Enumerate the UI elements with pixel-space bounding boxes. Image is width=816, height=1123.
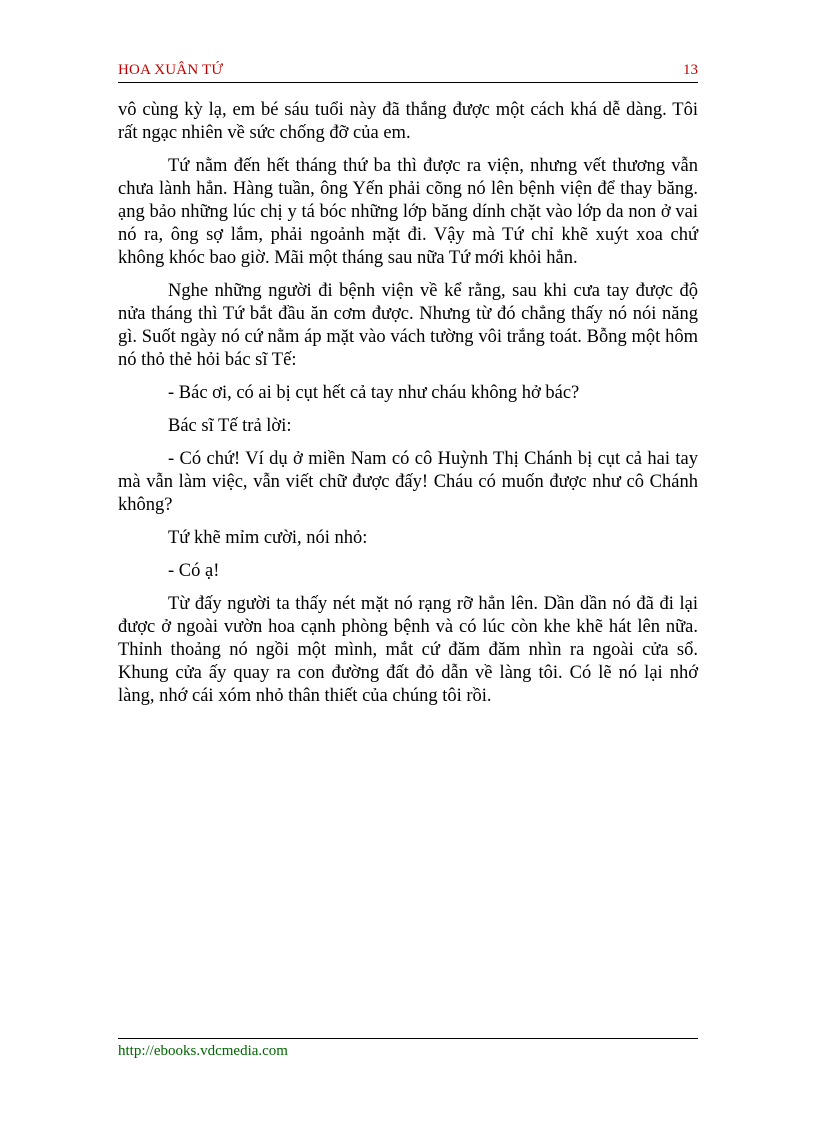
body-text (118, 99, 698, 718)
paragraph: Bác sĩ Tế trả lời: (168, 416, 292, 436)
page-header (118, 62, 698, 83)
dialogue-line: - Có chứ! Ví dụ ở miền Nam có cô Huỳnh Thị Chánh bị cụt cả hai tay mà vẫn làm việc, vẫn viết chữ được đấy! Cháu có muốn được như cô Chánh không? (118, 449, 698, 515)
dialogue-line: - Có ạ! (168, 561, 220, 581)
book-title: HOA XUÂN TỨ (118, 62, 224, 78)
paragraph: Tứ nằm đến hết tháng thứ ba thì được ra viện, nhưng vết thương vẫn chưa lành hẳn. Hàng tuần, ông Yến phải cõng nó lên bệnh viện để thay băng. ạng bảo những lúc chị y tá bóc những lớp băng dính chặt vào lớp da non ở vai nó ra, ông sợ lắm, phải ngoảnh mặt đi. Vậy mà Tứ chỉ khẽ xuýt xoa chứ không khóc bao giờ. Mãi một tháng sau nữa Tứ mới khỏi hẳn. (118, 156, 698, 268)
paragraph: Từ đấy người ta thấy nét mặt nó rạng rỡ hẳn lên. Dần dần nó đã đi lại được ở ngoài vườn hoa cạnh phòng bệnh và có lúc còn khe khẽ hát lên nữa. Thỉnh thoảng nó ngồi một mình, mắt cứ đăm đăm nhìn ra ngoài cửa sổ. Khung cửa ấy quay ra con đường đất đỏ dẫn về làng tôi. Có lẽ nó lại nhớ làng, nhớ cái xóm nhỏ thân thiết của chúng tôi rồi. (118, 594, 698, 706)
paragraph: vô cùng kỳ lạ, em bé sáu tuổi này đã thắng được một cách khá dễ dàng. Tôi rất ngạc nhiên về sức chống đỡ của em. (118, 100, 698, 143)
dialogue-line: - Bác ơi, có ai bị cụt hết cả tay như cháu không hở bác? (168, 383, 580, 403)
paragraph: Nghe những người đi bệnh viện về kể rằng, sau khi cưa tay được độ nửa tháng thì Tứ bắt đầu ăn cơm được. Nhưng từ đó chẳng thấy nó nói năng gì. Suốt ngày nó cứ nằm áp mặt vào vách tường vôi trắng toát. Bỗng một hôm nó thỏ thẻ hỏi bác sĩ Tế: (118, 281, 698, 370)
paragraph: Tứ khẽ mỉm cười, nói nhỏ: (168, 528, 368, 548)
footer-divider (118, 1038, 698, 1039)
footer-link[interactable]: http://ebooks.vdcmedia.com (118, 1043, 288, 1059)
page-number: 13 (683, 62, 698, 78)
